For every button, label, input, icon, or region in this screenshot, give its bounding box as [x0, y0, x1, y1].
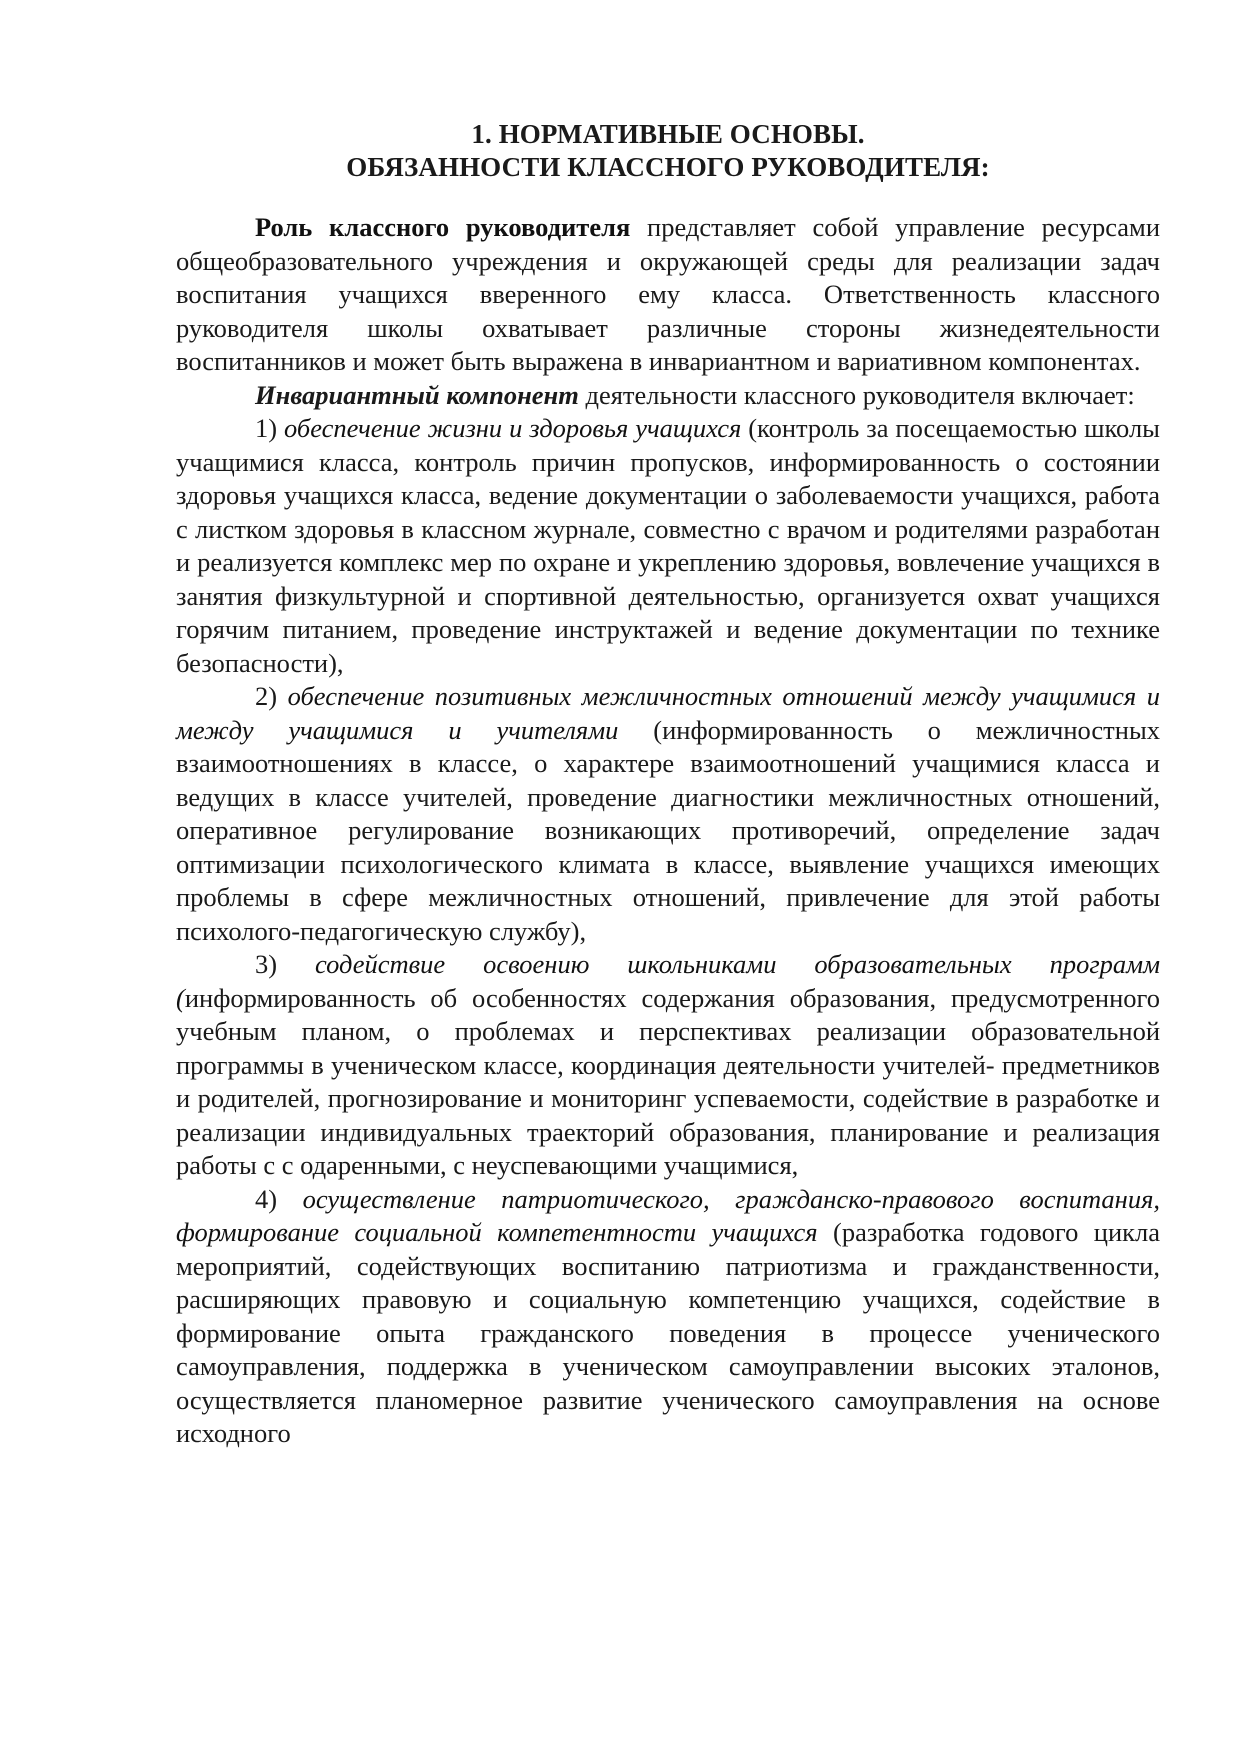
- item-4-lead: осуществление патриотического, гражданско-правового воспитания, формирование социальной компетентности учащихся: [176, 1183, 1161, 1247]
- item-2-lead: обеспечение позитивных межличностных отношений между учащимися и между учащимися и учителями: [176, 681, 1160, 745]
- title-line-2: ОБЯЗАННОСТИ КЛАССНОГО РУКОВОДИТЕЛЯ:: [346, 152, 990, 182]
- list-item-4: [176, 1183, 1160, 1451]
- item-2-number: 2): [255, 681, 288, 711]
- item-2-text: (информированность о межличностных взаимоотношениях в классе, о характере взаимоотношений учащимися класса и ведущих в классе учителей, проведение диагностики межличностных отношений, оперативное регулирование возникающих противоречий, определение задач оптимизации психологического климата в классе, выявление учащихся имеющих проблемы в сфере межличностных отношений, привлечение для этой работы психолого-педагогическую службу),: [176, 714, 1160, 946]
- paragraph-role: [176, 211, 1160, 379]
- list-item-2: [176, 680, 1160, 948]
- item-1-lead: обеспечение жизни и здоровья учащихся: [284, 413, 742, 443]
- title-line-1: 1. НОРМАТИВНЫЕ ОСНОВЫ.: [471, 119, 865, 149]
- list-item-1: [176, 412, 1160, 680]
- list-item-3: [176, 948, 1160, 1183]
- invariant-lead: Инвариантный компонент: [255, 379, 579, 410]
- item-1-number: 1): [255, 413, 284, 443]
- item-3-lead: содействие освоению школьниками образовательных программ (: [176, 949, 1160, 1013]
- item-3-number: 3): [255, 949, 316, 979]
- item-1-text: (контроль за посещаемостью школы учащимися класса, контроль причин пропусков, информированность о состоянии здоровья учащихся класса, ведение документации о заболеваемости учащихся, работа с листком здоровья в классном журнале, совместно с врачом и родителями разработан и реализуется комплекс мер по охране и укреплению здоровья, вовлечение учащихся в занятия физкультурной и спортивной деятельностью, организуется охват учащихся горячим питанием, проведение инструктажей и ведение документации по технике безопасности),: [176, 413, 1160, 678]
- item-3-text: информированность об особенностях содержания образования, предусмотренного учебным планом, о проблемах и перспективах реализации образовательной программы в ученическом классе, координация деятельности учителей- предметников и родителей, прогнозирование и мониторинг успеваемости, содействие в разработке и реализации индивидуальных траекторий образования, планирование и реализация работы с с одаренными, с неуспевающими учащимися,: [176, 982, 1160, 1180]
- item-4-text: (разработка годового цикла мероприятий, содействующих воспитанию патриотизма и гражданственности, расширяющих правовую и социальную компетенцию учащихся, содействие в формирование опыта гражданского поведения в процессе ученического самоуправления, поддержка в ученическом самоуправлении высоких эталонов, осуществляется планомерное развитие ученического самоуправления на основе исходного: [176, 1217, 1160, 1448]
- document-page: [176, 118, 1160, 1451]
- role-text: представляет собой управление ресурсами общеобразовательного учреждения и окружающей среды для реализации задач воспитания учащихся вверенного ему класса. Ответственность классного руководителя школы охватывает различные стороны жизнедеятельности воспитанников и может быть выражена в инвариантном и вариативном компонентах.: [176, 212, 1160, 376]
- role-lead: Роль классного руководителя: [255, 212, 631, 242]
- item-4-number: 4): [255, 1183, 303, 1214]
- paragraph-invariant: [176, 379, 1160, 413]
- page-title: [176, 118, 1160, 184]
- invariant-text: деятельности классного руководителя включает:: [578, 379, 1135, 410]
